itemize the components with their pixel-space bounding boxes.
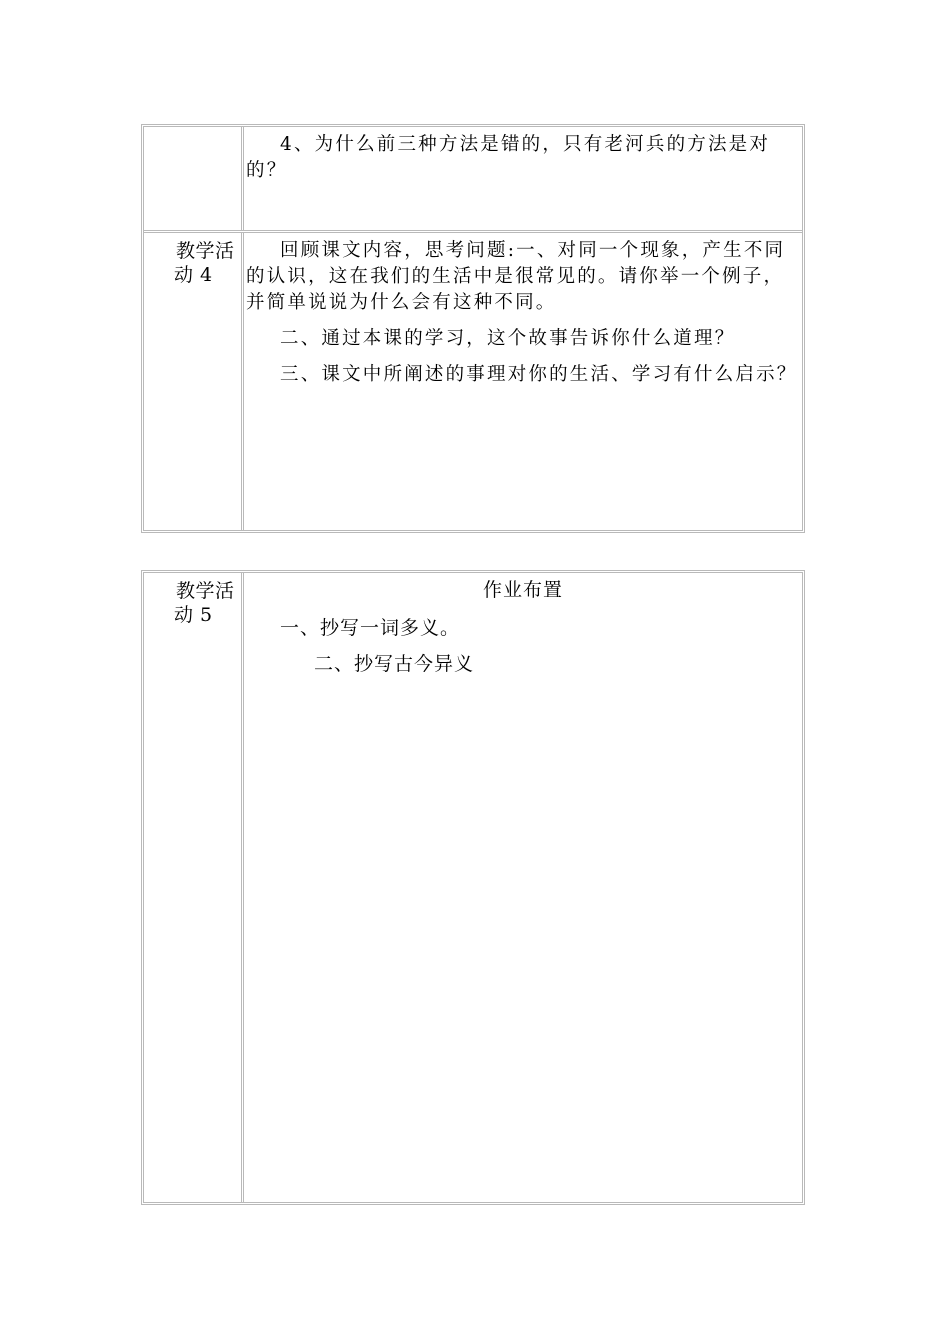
activity-label-line2: 动 5 — [174, 604, 213, 626]
lesson-table-2 — [141, 570, 805, 1205]
table-row — [144, 127, 802, 230]
activity-label-line2: 动 4 — [174, 264, 213, 286]
lesson-table-1 — [141, 124, 805, 533]
activity-label — [144, 573, 241, 627]
table-row — [144, 573, 802, 1202]
table-row — [144, 230, 802, 530]
row-label-cell — [144, 127, 244, 230]
row-content-cell — [244, 573, 802, 1202]
activity-label-line1: 教学活 — [176, 580, 235, 602]
row-content-cell — [244, 127, 802, 230]
inspiration-question: 三、课文中所阐述的事理对你的生活、学习有什么启示？ — [280, 364, 798, 385]
row-content-cell — [244, 233, 802, 530]
activity-label — [144, 233, 241, 287]
row-label-cell — [144, 233, 244, 530]
review-question-text: 回顾课文内容，思考问题:一、对同一个现象，产生不同的认识，这在我们的生活中是很常见的。请你举一个例子，并简单说说为什么会有这种不同。 — [246, 240, 786, 313]
homework-title: 作业布置 — [482, 579, 563, 601]
lesson-meaning-question: 二、通过本课的学习，这个故事告诉你什么道理？ — [280, 328, 736, 349]
activity-label-line1: 教学活 — [176, 240, 235, 262]
row-label-cell — [144, 573, 244, 1202]
question-4-text: 4、为什么前三种方法是错的，只有老河兵的方法是对的？ — [246, 134, 771, 181]
homework-item: 二、抄写古今异义 — [314, 653, 475, 675]
homework-item: 一、抄写一词多义。 — [280, 617, 461, 639]
